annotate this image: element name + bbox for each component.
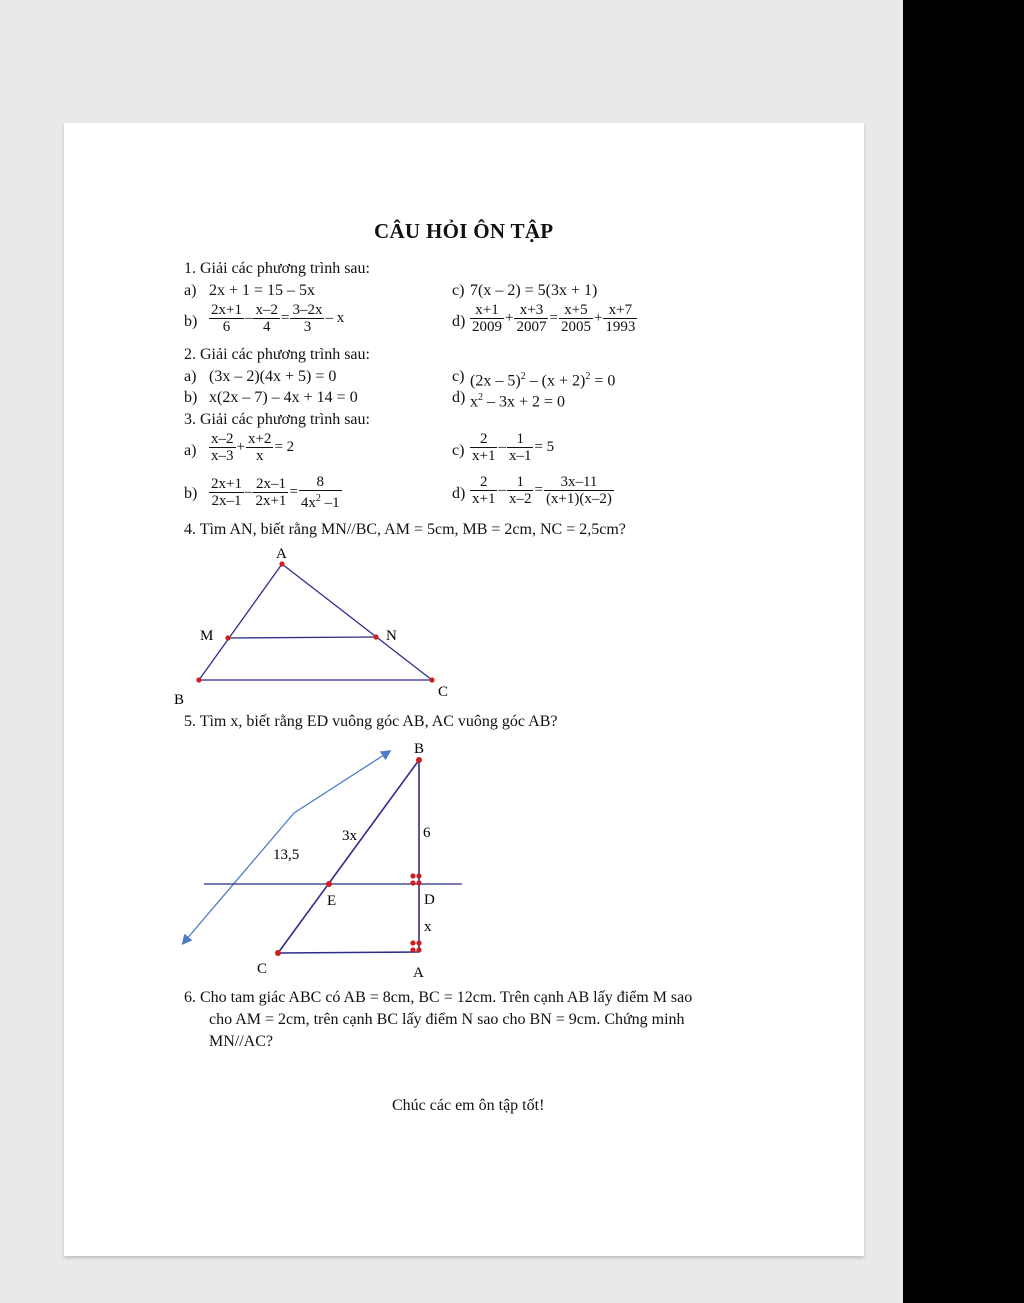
- q1-b-label: b): [184, 313, 198, 330]
- q2-b-label: b): [184, 389, 198, 406]
- fraction-numerator: 2x+1: [211, 476, 242, 492]
- q1-c-equation: 7(x – 2) = 5(3x + 1): [470, 282, 598, 299]
- q2-d-label: d): [452, 389, 466, 406]
- fraction-denominator: 2007: [516, 319, 547, 335]
- q2-c-equation: $(2x - 5)^2 - (x + 2)^2 = 0$: [470, 371, 616, 390]
- operator: – x: [325, 310, 345, 326]
- operator: =: [280, 310, 290, 326]
- q1-heading: 1. Giải các phương trình sau:: [184, 260, 370, 277]
- operator: +: [505, 310, 514, 326]
- q1-d-label: d): [452, 313, 466, 330]
- q3-c-equation: [470, 431, 555, 464]
- fraction-numerator: x+5: [559, 302, 593, 319]
- label-c: C: [257, 961, 268, 977]
- q2-a-label: a): [184, 368, 197, 385]
- fraction-denominator: 4: [262, 319, 271, 335]
- point-c: [429, 677, 434, 682]
- q5-heading: 5. Tìm x, biết rằng ED vuông góc AB, AC vuông góc AB?: [184, 713, 558, 730]
- operator: –: [498, 482, 506, 498]
- operator: –: [498, 439, 506, 455]
- fraction-denominator: 2009: [472, 319, 502, 335]
- label-b: B: [414, 741, 425, 757]
- fraction-denominator: 3: [303, 319, 312, 335]
- q3-d-equation: [470, 474, 614, 507]
- dimension-arrow-down: [185, 813, 294, 941]
- fraction-denominator: $4x^2$ –1: [300, 493, 340, 511]
- length-x: x: [424, 919, 432, 935]
- label-m: M: [200, 628, 214, 644]
- q2-d-equation: $x^2 - 3x + 2 = 0$: [470, 392, 566, 411]
- q3-heading: 3. Giải các phương trình sau:: [184, 411, 370, 428]
- q2-c-label: c): [452, 368, 465, 385]
- q3-b-label: b): [184, 485, 198, 502]
- q6-line3: MN//AC?: [209, 1033, 273, 1050]
- fraction-denominator: x+1: [472, 491, 496, 507]
- fraction-denominator: 1993: [605, 319, 636, 335]
- q1-a-label: a): [184, 282, 197, 299]
- segment-mn: [228, 637, 376, 638]
- point-e: [326, 881, 332, 887]
- label-d: D: [424, 892, 435, 908]
- fraction-denominator: x–1: [508, 448, 532, 464]
- segment-ca: [278, 952, 419, 953]
- operator: =: [549, 310, 558, 326]
- q1-c-label: c): [452, 282, 465, 299]
- fraction-numerator: 2: [470, 474, 497, 491]
- operator: +: [236, 439, 245, 455]
- fraction-denominator: 2x–1: [211, 493, 242, 509]
- fraction-denominator: 2005: [560, 319, 591, 335]
- q1-b-equation: [209, 302, 345, 335]
- fraction-numerator: x+3: [514, 302, 548, 319]
- fraction-numerator: x+7: [603, 302, 637, 319]
- segment-ac: [282, 564, 432, 680]
- q2-a-equation: (3x – 2)(4x + 5) = 0: [209, 368, 337, 385]
- q3-b-equation: [209, 474, 342, 511]
- label-n: N: [386, 628, 397, 644]
- fraction-numerator: x–2: [255, 302, 278, 318]
- fraction-denominator: x: [255, 448, 264, 464]
- fraction-numerator: 8: [299, 474, 342, 491]
- operator: =: [289, 484, 298, 500]
- dimension-arrow-up: [294, 753, 387, 813]
- fraction-numerator: x+2: [247, 431, 272, 447]
- fraction-numerator: 2x–1: [253, 476, 288, 493]
- label-b: B: [174, 692, 185, 708]
- length-6: 6: [423, 825, 431, 841]
- operator: +: [593, 310, 603, 326]
- label-a: A: [276, 546, 287, 562]
- fraction-numerator: 3–2x: [292, 302, 323, 318]
- label-a: A: [413, 965, 424, 981]
- fraction-numerator: x+1: [470, 302, 504, 319]
- point-c: [275, 950, 281, 956]
- fraction-denominator: (x+1)(x–2): [545, 491, 612, 507]
- q2-b-equation: x(2x – 7) – 4x + 14 = 0: [209, 389, 358, 406]
- fraction-numerator: 3x–11: [544, 474, 614, 491]
- q6-line2: cho AM = 2cm, trên cạnh BC lấy điểm N sao cho BN = 9cm. Chứng minh: [209, 1011, 685, 1028]
- fraction-numerator: x–2: [211, 431, 234, 447]
- q3-c-label: c): [452, 442, 465, 459]
- q6-line1: 6. Cho tam giác ABC có AB = 8cm, BC = 12cm. Trên cạnh AB lấy điểm M sao: [184, 989, 693, 1006]
- q1-a-equation: 2x + 1 = 15 – 5x: [209, 282, 316, 299]
- q1-d-equation: [470, 302, 637, 335]
- q2-heading: 2. Giải các phương trình sau:: [184, 346, 370, 363]
- operator: = 2: [274, 439, 295, 455]
- dark-side-bar: [903, 0, 1024, 1303]
- label-e: E: [327, 893, 337, 909]
- right-angle-marker-a: [410, 940, 421, 952]
- fraction-denominator: x–2: [508, 491, 532, 507]
- point-b: [196, 677, 201, 682]
- point-b: [416, 757, 422, 763]
- segment-ab: [199, 564, 282, 680]
- length-13-5: 13,5: [273, 847, 300, 863]
- length-3x: 3x: [342, 828, 357, 844]
- closing-message: Chúc các em ôn tập tốt!: [392, 1097, 545, 1114]
- fraction-numerator: 1: [507, 474, 534, 491]
- q3-a-equation: [209, 431, 295, 464]
- q3-a-label: a): [184, 442, 197, 459]
- fraction-denominator: 6: [222, 319, 231, 335]
- fraction-numerator: 1: [507, 431, 534, 448]
- fraction-denominator: 2x+1: [255, 493, 287, 509]
- fraction-numerator: 2x+1: [211, 302, 242, 318]
- operator: –: [244, 484, 253, 500]
- page-title: CÂU HỎI ÔN TẬP: [374, 219, 554, 243]
- q5-figure: [174, 733, 435, 983]
- fraction-denominator: x–3: [211, 448, 234, 464]
- operator: = 5: [534, 439, 555, 455]
- point-a: [279, 561, 284, 566]
- fraction-numerator: 2: [470, 431, 497, 448]
- operator: =: [534, 482, 543, 498]
- point-n: [373, 634, 378, 639]
- q4-heading: 4. Tìm AN, biết rằng MN//BC, AM = 5cm, MB = 2cm, NC = 2,5cm?: [184, 521, 626, 538]
- label-c: C: [438, 684, 449, 700]
- q4-triangle-figure: [164, 543, 464, 713]
- q3-d-label: d): [452, 485, 466, 502]
- point-m: [225, 635, 230, 640]
- operator: –: [244, 310, 253, 326]
- document-page: [64, 123, 864, 1256]
- fraction-denominator: x+1: [472, 448, 496, 464]
